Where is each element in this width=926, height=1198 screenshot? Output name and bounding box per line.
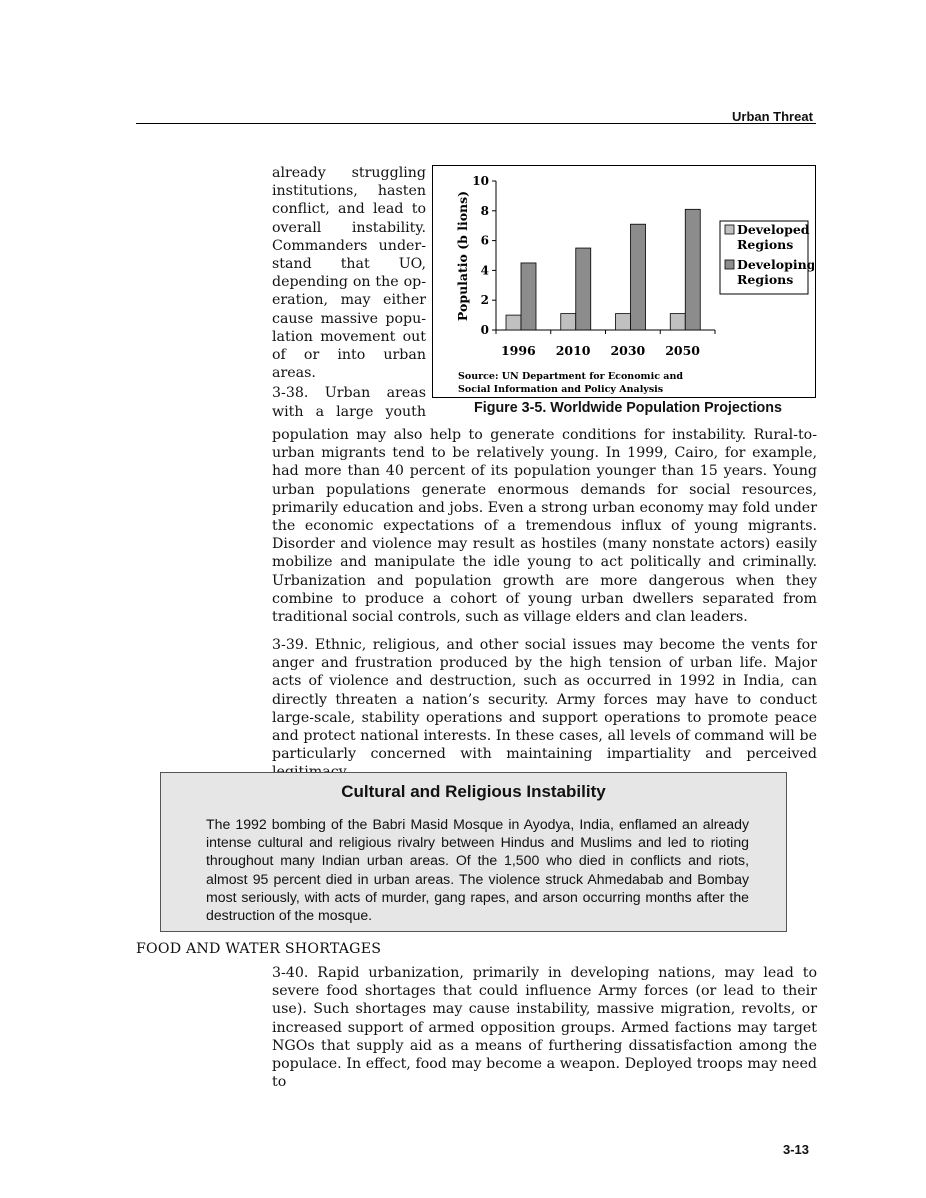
sidebar-box bbox=[160, 772, 787, 932]
legend-swatch-developed bbox=[725, 225, 734, 234]
source-note: Social Information and Policy Analysis bbox=[458, 384, 664, 395]
page-number: 3-13 bbox=[783, 1142, 810, 1157]
y-tick-label: 6 bbox=[480, 233, 489, 248]
x-tick-label: 1996 bbox=[500, 343, 536, 358]
bar-developing-regions bbox=[576, 248, 591, 330]
x-tick-label: 2010 bbox=[555, 343, 591, 358]
text-line: stand that UO, bbox=[272, 256, 426, 273]
text-line: of or into urban bbox=[272, 347, 426, 364]
source-note: Source: UN Department for Economic and bbox=[458, 371, 683, 382]
figure-caption: Figure 3-5. Worldwide Population Projections bbox=[474, 400, 782, 416]
text-line: cause massive popu- bbox=[272, 310, 426, 327]
text-line: with a large youth bbox=[272, 403, 426, 420]
legend-label: Regions bbox=[737, 272, 794, 287]
text-line: overall instability. bbox=[272, 219, 426, 236]
y-tick-label: 10 bbox=[472, 174, 489, 188]
legend-label: Regions bbox=[737, 237, 794, 252]
text-line: lation movement out bbox=[272, 328, 426, 345]
section-heading: FOOD AND WATER SHORTAGES bbox=[136, 941, 382, 957]
y-tick-label: 4 bbox=[480, 263, 489, 278]
paragraph-3-38-continued bbox=[272, 426, 817, 626]
text-line: Commanders under- bbox=[272, 237, 426, 254]
legend-label: Developing bbox=[737, 257, 814, 272]
x-tick-label: 2030 bbox=[610, 343, 646, 358]
paragraph-text: 3-39. Ethnic, religious, and other social issues may become the vents for anger and frustration produced by the high tension of urban life. Major acts of violence and destruction, such as occurred in 1992 in India, can directly threaten a nation’s security. Army forces may have to conduct large-scale, stability operations and support operations to promote peace and protect national interests. In these cases, all levels of command will be particularly concerned with maintaining impartiality and perceived bbox=[272, 637, 817, 763]
text-line: areas. bbox=[272, 365, 316, 382]
left-column-text bbox=[272, 164, 426, 421]
bar-developing-regions bbox=[521, 263, 536, 330]
figure-chart bbox=[432, 165, 816, 398]
bar-developed-regions bbox=[561, 314, 576, 330]
running-header: Urban Threat bbox=[732, 109, 813, 124]
text-line: depending on the op- bbox=[272, 274, 426, 291]
y-tick-label: 2 bbox=[480, 293, 489, 308]
paragraph-text: population may also help to generate conditions for instability. Rural-to-urban migrants tend to be relatively young. In 1999, Cairo, for example, had more than 40 percent of its population younger than 15 years. Young urban populations generate enormous demands for social resources, primarily education and jobs. Even a strong urban economy may fold under the economic expectations of a tremendous influx of young migrants. Disorder and violence may result as hostiles (many nonstate actors) easily mobilize and manipulate the idle young to act politically and criminally. Urbanization and population growth are more dangerous when they combine to produce a cohort of young urban dwellers separated from traditional social controls, such as village elders and clan leaders. bbox=[272, 427, 817, 626]
text-line: conflict, and lead to bbox=[272, 201, 426, 218]
bar-developed-regions bbox=[506, 315, 521, 330]
paragraph-text: 3-40. Rapid urbanization, primarily in developing nations, may lead to severe food shortages that could influence Army forces (or lead to their use). Such shortages may cause instability, massive migration, revolts, or increased support of armed opposition groups. Armed factions may target NGOs that supply aid as a means of furthering dissatisfaction among the populace. In effect, food may become a weapon. Deployed troops may need to bbox=[272, 965, 817, 1091]
text-line: eration, may either bbox=[272, 292, 426, 309]
paragraph-3-39 bbox=[272, 636, 817, 782]
y-axis-label: Populatio (b lions) bbox=[455, 190, 470, 322]
header-rule bbox=[136, 123, 816, 124]
x-tick-label: 2050 bbox=[665, 343, 701, 358]
sidebar-body: The 1992 bombing of the Babri Masid Mosque in Ayodya, India, enflamed an already intense cultural and religious rivalry between Hindus and Muslims and led to rioting throughout many Indian urban areas. Of the 1,500 who died in conflicts and riots, almost 95 percent died in urban areas. The violence struck Ahmedabab and Bombay most seriously, with acts of murder, gang rapes, and arson occurring months after the destruction of the mosque. bbox=[206, 816, 749, 924]
text-line: institutions, hasten bbox=[272, 183, 426, 200]
bar-developed-regions bbox=[670, 314, 685, 330]
sidebar-title: Cultural and Religious Instability bbox=[341, 782, 606, 801]
y-tick-label: 0 bbox=[480, 323, 489, 337]
bar-developed-regions bbox=[616, 314, 631, 330]
bar-developing-regions bbox=[631, 224, 646, 330]
population-bar-chart bbox=[433, 166, 814, 396]
bar-developing-regions bbox=[685, 209, 700, 330]
legend-swatch-developing bbox=[725, 260, 734, 269]
text-line: 3-38. Urban areas bbox=[272, 385, 426, 402]
paragraph-3-40 bbox=[272, 964, 817, 1091]
y-tick-label: 8 bbox=[480, 203, 489, 218]
text-line: already struggling bbox=[272, 165, 426, 181]
legend-label: Developed bbox=[737, 222, 810, 237]
